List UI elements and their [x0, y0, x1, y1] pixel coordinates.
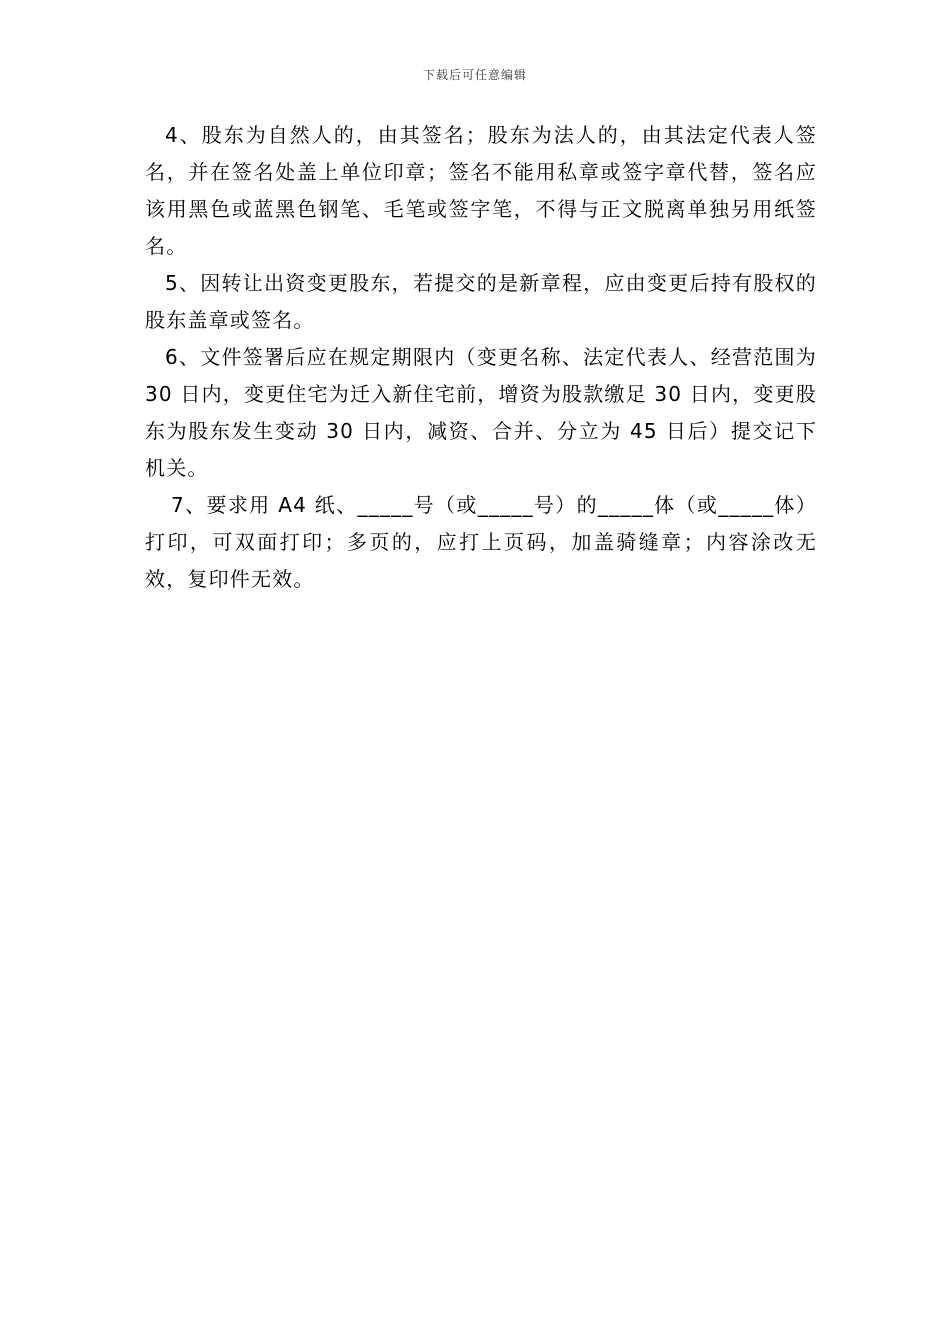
paragraph-item-7 [145, 487, 817, 598]
paragraph-item-4 [145, 117, 817, 265]
paragraph-number: 6、 [165, 345, 201, 369]
paragraph-text: 文件签署后应在规定期限内（变更名称、法定代表人、经营范围为 30 日内，变更住宅为迁入新住宅前，增资为股款缴足 30 日内，变更股东为股东发生变动 30 日内，减资、合并、分立为 45 日后）提交记下机关。 [145, 345, 817, 480]
paragraph-number: 5、 [165, 271, 201, 295]
document-body [145, 117, 817, 598]
paragraph-item-6 [145, 339, 817, 487]
paragraph-text: 因转让出资变更股东，若提交的是新章程，应由变更后持有股权的股东盖章或签名。 [145, 271, 817, 332]
paragraph-number: 7、 [171, 493, 207, 517]
paragraph-item-5 [145, 265, 817, 339]
paragraph-text: 要求用 A4 纸、_____号（或_____号）的_____体（或_____体）打印，可双面打印；多页的，应打上页码，加盖骑缝章；内容涂改无效，复印件无效。 [145, 493, 817, 591]
paragraph-number: 4、 [165, 123, 202, 147]
page-header: 下载后可任意编辑 [422, 68, 527, 82]
paragraph-text: 股东为自然人的，由其签名；股东为法人的，由其法定代表人签名，并在签名处盖上单位印章；签名不能用私章或签字章代替，签名应该用黑色或蓝黑色钢笔、毛笔或签字笔，不得与正文脱离单独另用纸签名。 [145, 123, 817, 258]
